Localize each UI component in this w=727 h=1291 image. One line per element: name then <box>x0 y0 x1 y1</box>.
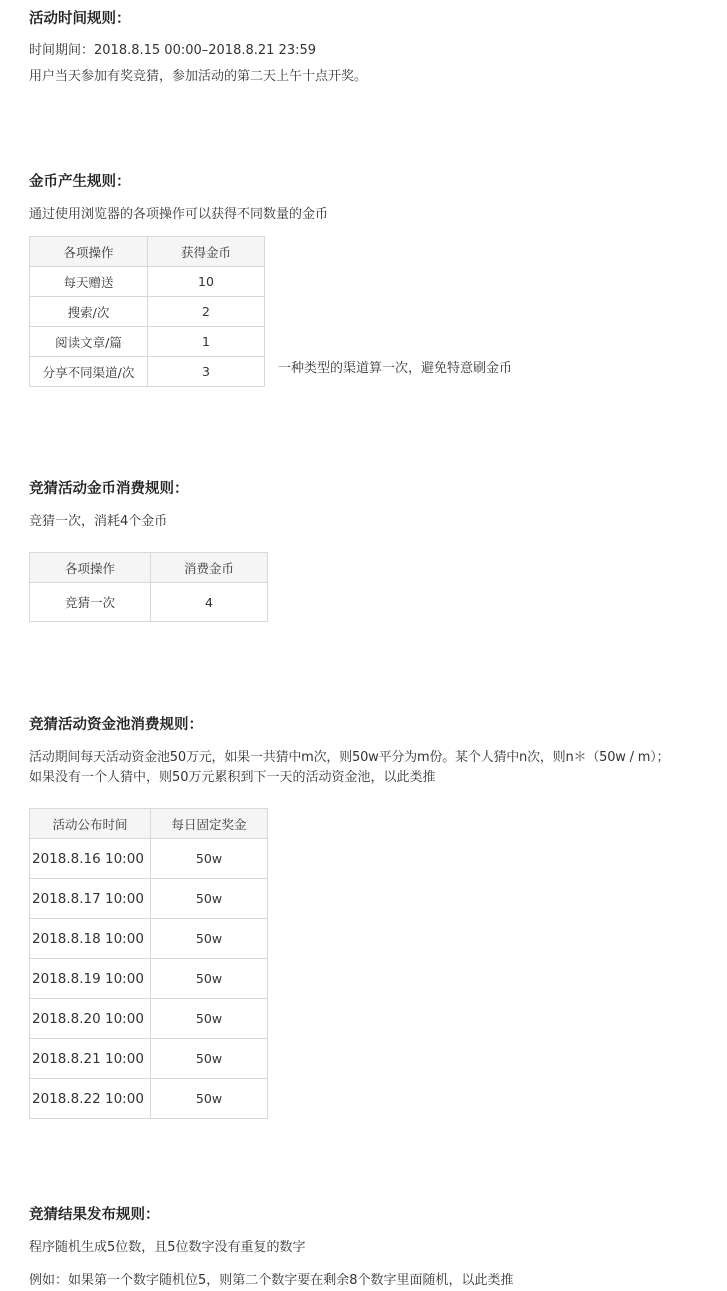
table-row <box>30 879 268 919</box>
table-row <box>30 583 268 622</box>
table-row <box>30 959 268 999</box>
result-rules-heading: 竞猜结果发布规则： <box>29 1207 160 1223</box>
time-rules-draw-note: 用户当天参加有奖竞猜，参加活动的第二天上午十点开奖。 <box>29 69 368 84</box>
table-cell-date: 2018.8.22 10:00 <box>30 1079 151 1119</box>
table-header-cell: 获得金币 <box>148 237 265 267</box>
table-cell-action: 搜索/次 <box>30 297 148 327</box>
pool-rules-rollover-note: 如果没有一个人猜中，则50万元累积到下一天的活动资金池，以此类推 <box>29 770 436 785</box>
table-header-cell: 活动公布时间 <box>30 809 151 839</box>
table-header-row <box>30 553 268 583</box>
table-header-cell: 各项操作 <box>30 237 148 267</box>
coin-spend-table <box>29 552 268 622</box>
table-cell-prize: 50w <box>151 1079 268 1119</box>
table-cell-date: 2018.8.20 10:00 <box>30 999 151 1039</box>
table-cell-date: 2018.8.19 10:00 <box>30 959 151 999</box>
table-cell-value: 1 <box>148 327 265 357</box>
coin-rules-intro: 通过使用浏览器的各项操作可以获得不同数量的金币 <box>29 207 329 222</box>
table-cell-date: 2018.8.16 10:00 <box>30 839 151 879</box>
result-rules-example: 例如：如果第一个数字随机位5，则第二个数字要在剩余8个数字里面随机，以此类推 <box>29 1273 514 1288</box>
table-header-row <box>30 237 265 267</box>
table-row <box>30 297 265 327</box>
time-rules-heading: 活动时间规则： <box>29 11 131 27</box>
table-cell-prize: 50w <box>151 919 268 959</box>
table-cell-value: 3 <box>148 357 265 387</box>
coin-rules-heading: 金币产生规则： <box>29 174 131 190</box>
table-cell-value: 10 <box>148 267 265 297</box>
table-header-cell: 消费金币 <box>151 553 268 583</box>
prize-schedule-table <box>29 808 268 1119</box>
table-row <box>30 1079 268 1119</box>
table-cell-prize: 50w <box>151 999 268 1039</box>
table-cell-value: 4 <box>151 583 268 622</box>
spend-rules-intro: 竞猜一次，消耗4个金币 <box>29 514 168 529</box>
table-row <box>30 357 265 387</box>
spend-rules-heading: 竞猜活动金币消费规则： <box>29 481 189 497</box>
table-row <box>30 327 265 357</box>
coin-earn-table <box>29 236 265 387</box>
table-cell-prize: 50w <box>151 1039 268 1079</box>
coin-rules-channel-note: 一种类型的渠道算一次，避免特意刷金币 <box>278 361 513 376</box>
result-rules-generation: 程序随机生成5位数，且5位数字没有重复的数字 <box>29 1240 306 1255</box>
table-cell-action: 竞猜一次 <box>30 583 151 622</box>
table-cell-prize: 50w <box>151 959 268 999</box>
table-cell-date: 2018.8.21 10:00 <box>30 1039 151 1079</box>
table-header-row <box>30 809 268 839</box>
table-row <box>30 839 268 879</box>
table-row <box>30 267 265 297</box>
table-cell-prize: 50w <box>151 879 268 919</box>
table-row <box>30 919 268 959</box>
table-cell-action: 分享不同渠道/次 <box>30 357 148 387</box>
table-header-cell: 每日固定奖金 <box>151 809 268 839</box>
table-cell-date: 2018.8.18 10:00 <box>30 919 151 959</box>
table-row <box>30 1039 268 1079</box>
table-cell-value: 2 <box>148 297 265 327</box>
time-rules-period: 时间期间：2018.8.15 00:00–2018.8.21 23:59 <box>29 43 317 58</box>
table-cell-prize: 50w <box>151 839 268 879</box>
table-cell-date: 2018.8.17 10:00 <box>30 879 151 919</box>
table-row <box>30 999 268 1039</box>
table-cell-action: 每天赠送 <box>30 267 148 297</box>
table-header-cell: 各项操作 <box>30 553 151 583</box>
pool-rules-heading: 竞猜活动资金池消费规则： <box>29 717 203 733</box>
pool-rules-split-formula: 活动期间每天活动资金池50万元，如果一共猜中m次，则50w平分为m份。某个人猜中n次，则n＊（50w / m）； <box>29 750 670 765</box>
table-cell-action: 阅读文章/篇 <box>30 327 148 357</box>
